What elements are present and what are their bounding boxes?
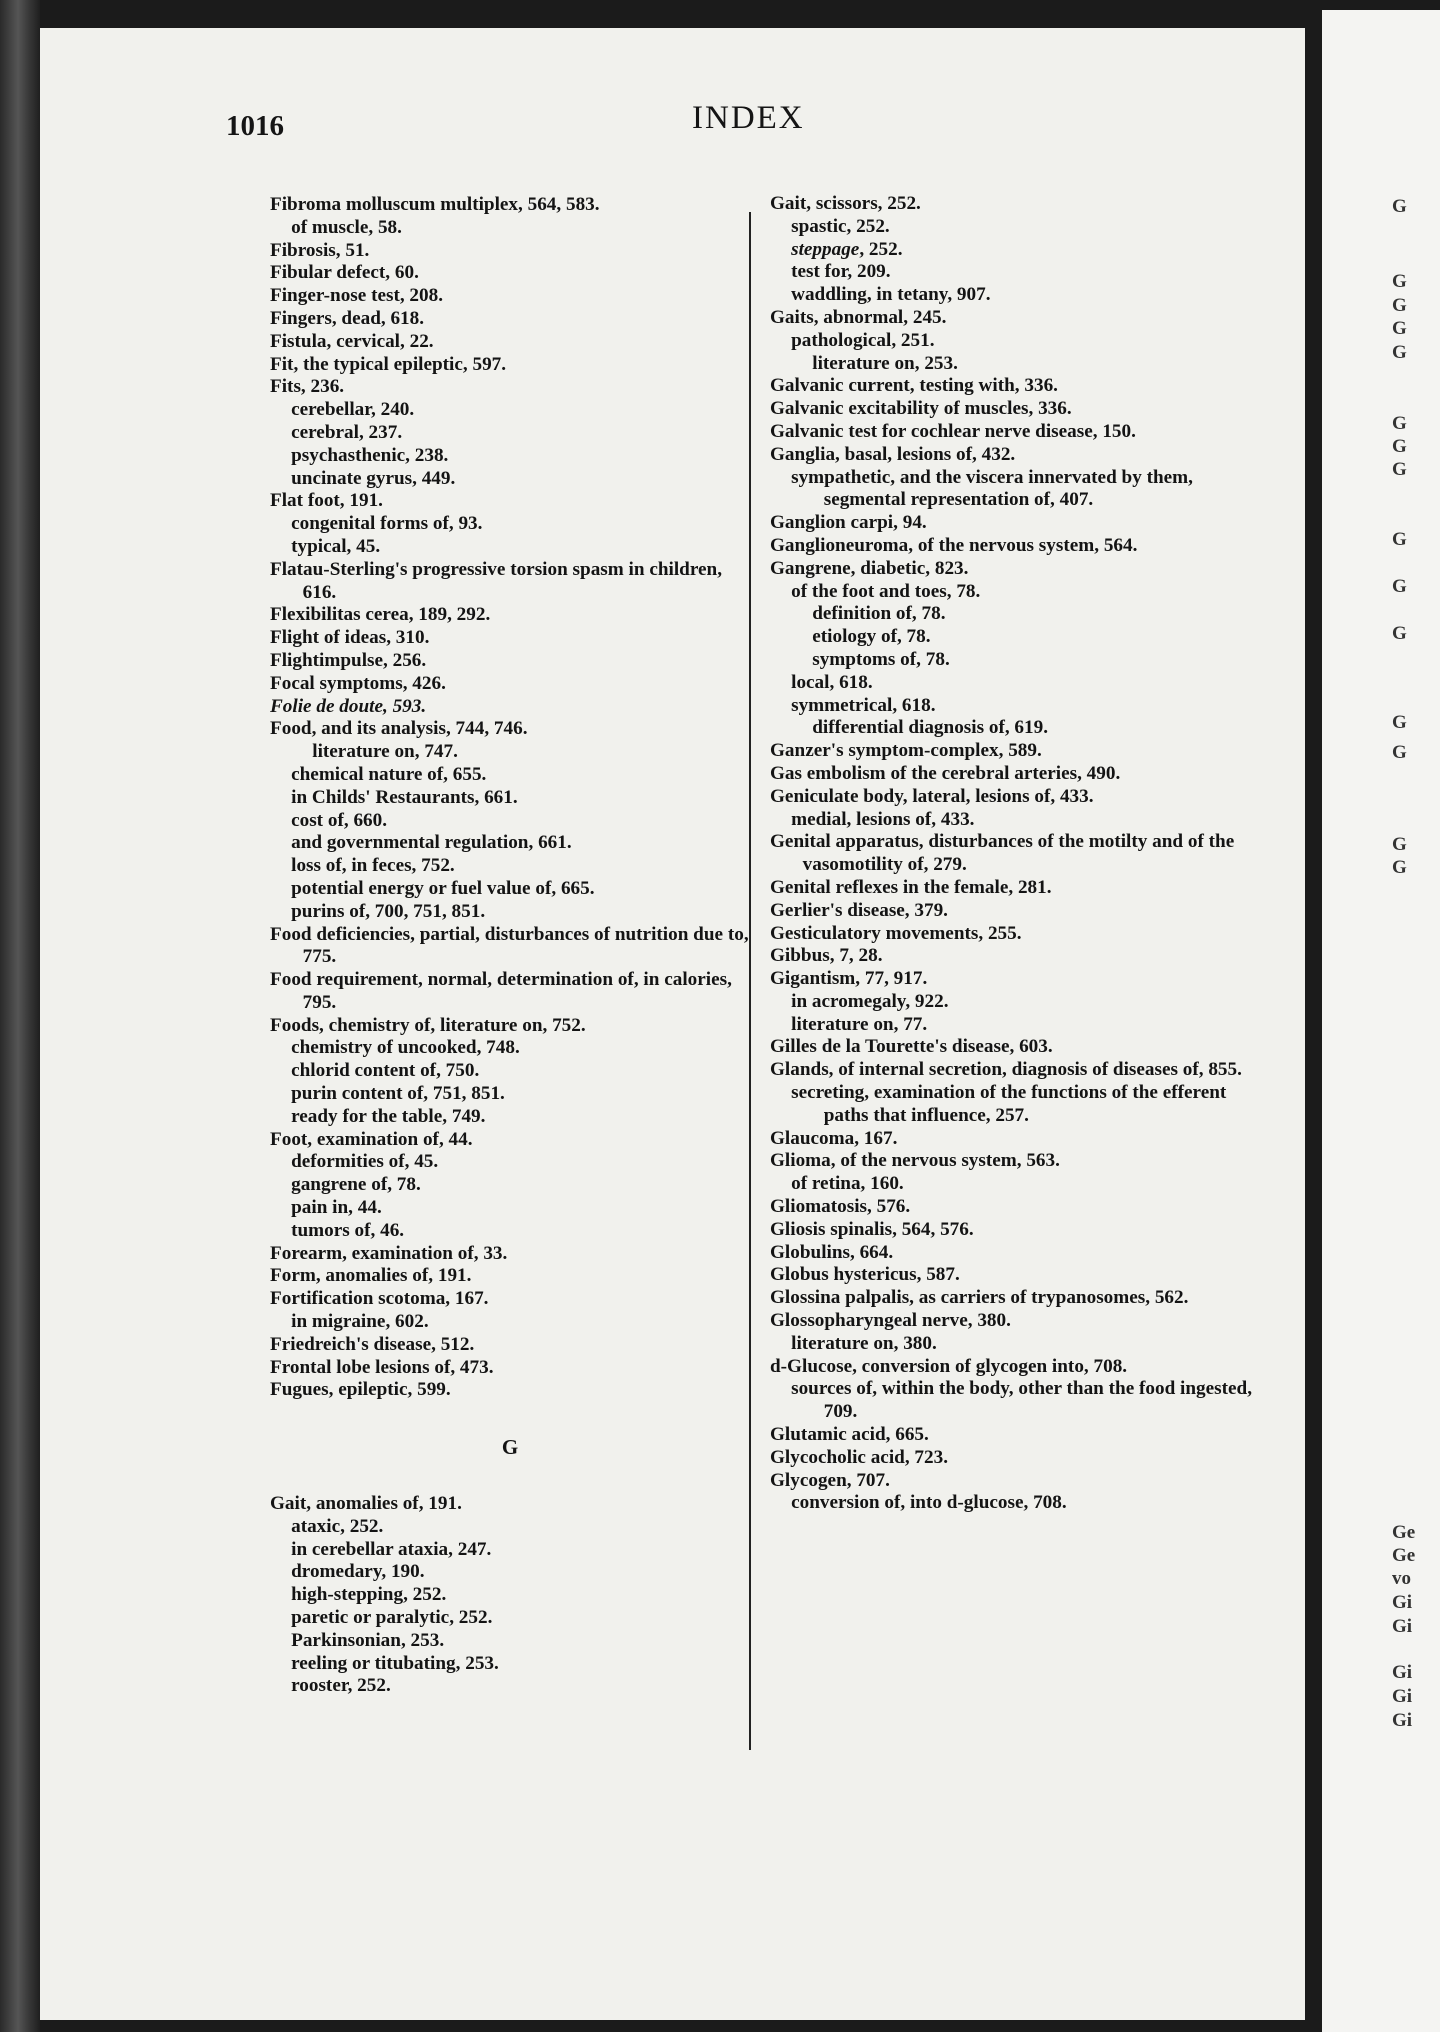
index-entry: in cerebellar ataxia, 247. xyxy=(291,1538,492,1560)
adjacent-page-letter: G xyxy=(1392,576,1407,597)
index-entry: Ganglion carpi, 94. xyxy=(770,512,927,534)
adjacent-page-letter: G xyxy=(1392,318,1407,339)
index-entry: Ganglioneuroma, of the nervous system, 564. xyxy=(770,534,1138,556)
index-entry: Fistula, cervical, 22. xyxy=(270,330,434,352)
index-entry: Foot, examination of, 44. xyxy=(270,1128,473,1150)
index-entry: Gesticulatory movements, 255. xyxy=(770,922,1022,944)
index-entry: cerebral, 237. xyxy=(291,421,403,443)
index-entry: etiology of, 78. xyxy=(812,626,931,648)
index-entry: psychasthenic, 238. xyxy=(291,444,449,466)
index-entry: Parkinsonian, 253. xyxy=(291,1629,445,1651)
index-entry: Fit, the typical epileptic, 597. xyxy=(270,353,507,375)
index-entry: pathological, 251. xyxy=(791,329,935,351)
index-entry: spastic, 252. xyxy=(791,215,890,237)
index-entry: cerebellar, 240. xyxy=(291,399,415,421)
index-entry: of retina, 160. xyxy=(791,1173,904,1195)
index-entry: tumors of, 46. xyxy=(291,1219,405,1241)
index-entry: Glycocholic acid, 723. xyxy=(770,1446,948,1468)
index-entry: literature on, 77. xyxy=(791,1013,928,1035)
index-entry: symptoms of, 78. xyxy=(812,648,950,670)
index-entry: congenital forms of, 93. xyxy=(291,513,483,535)
index-entry: Glycogen, 707. xyxy=(770,1469,890,1491)
index-column-right xyxy=(770,193,1270,1515)
index-entry: high-stepping, 252. xyxy=(291,1584,447,1606)
adjacent-page-letter: Gi xyxy=(1392,1616,1413,1637)
column-rule xyxy=(749,212,751,1750)
index-entry: Gliosis spinalis, 564, 576. xyxy=(770,1218,974,1240)
index-entry: ataxic, 252. xyxy=(291,1515,384,1537)
index-column-left xyxy=(270,194,750,1698)
section-letter-heading: G xyxy=(501,1435,519,1460)
index-entry: Flatau-Sterling's progressive torsion spasm in children, 616. xyxy=(270,558,723,603)
index-entry: Fits, 236. xyxy=(270,376,345,398)
page-number: 1016 xyxy=(226,110,284,142)
index-entry: Fortification scotoma, 167. xyxy=(270,1288,489,1310)
index-entry: paretic or paralytic, 252. xyxy=(291,1607,493,1629)
index-entry: Ganglia, basal, lesions of, 432. xyxy=(770,443,1016,465)
index-entry: purins of, 700, 751, 851. xyxy=(291,900,486,922)
index-entry: Folie de doute, 593. xyxy=(270,695,427,717)
index-entry: Finger-nose test, 208. xyxy=(270,285,444,307)
index-entry: Galvanic current, testing with, 336. xyxy=(770,375,1058,397)
adjacent-page-letter: G xyxy=(1392,712,1407,733)
adjacent-page-letter: G xyxy=(1392,196,1407,217)
adjacent-page-letter: Ge xyxy=(1392,1545,1416,1566)
index-entry: waddling, in tetany, 907. xyxy=(791,284,991,306)
index-entry: Fibroma molluscum multiplex, 564, 583. xyxy=(270,194,600,215)
adjacent-page-letter: G xyxy=(1392,271,1407,292)
index-entry: in acromegaly, 922. xyxy=(791,990,949,1012)
index-entry: Galvanic excitability of muscles, 336. xyxy=(770,398,1072,420)
adjacent-page-letter: G xyxy=(1392,834,1407,855)
index-entry: purin content of, 751, 851. xyxy=(291,1083,505,1105)
index-entry: Frontal lobe lesions of, 473. xyxy=(270,1356,494,1378)
index-entry: Gerlier's disease, 379. xyxy=(770,899,948,921)
index-entry: Gas embolism of the cerebral arteries, 490. xyxy=(770,762,1121,784)
adjacent-page-letter: G xyxy=(1392,459,1407,480)
index-entry: Glutamic acid, 665. xyxy=(770,1424,929,1446)
adjacent-page-letter: Gi xyxy=(1392,1686,1413,1707)
adjacent-page-letter: G xyxy=(1392,413,1407,434)
index-entry: reeling or titubating, 253. xyxy=(291,1652,499,1674)
index-entry: of muscle, 58. xyxy=(291,216,402,238)
adjacent-page-letter: G xyxy=(1392,529,1407,550)
index-entry: Fingers, dead, 618. xyxy=(270,307,425,329)
adjacent-page-letter: Ge xyxy=(1392,1522,1416,1543)
index-entry: ready for the table, 749. xyxy=(291,1105,486,1127)
index-entry: uncinate gyrus, 449. xyxy=(291,467,456,489)
index-entry: of the foot and toes, 78. xyxy=(791,580,981,602)
index-entry: medial, lesions of, 433. xyxy=(791,808,975,830)
index-entry: in Childs' Restaurants, 661. xyxy=(291,786,518,808)
index-entry: Galvanic test for cochlear nerve disease, 150. xyxy=(770,420,1136,442)
index-entry: Fugues, epileptic, 599. xyxy=(270,1379,451,1401)
adjacent-page-letter: vo xyxy=(1392,1568,1411,1589)
index-entry: Ganzer's symptom-complex, 589. xyxy=(770,740,1042,762)
index-entry: Gigantism, 77, 917. xyxy=(770,968,928,990)
adjacent-page-letter: G xyxy=(1392,623,1407,644)
adjacent-page-letter: Gi xyxy=(1392,1592,1413,1613)
running-head: INDEX xyxy=(692,100,805,136)
book-spine-shadow xyxy=(0,0,40,2032)
adjacent-page-letter: G xyxy=(1392,295,1407,316)
index-entry: rooster, 252. xyxy=(291,1675,391,1697)
adjacent-page-letter: Gi xyxy=(1392,1710,1413,1731)
adjacent-page-letter: G xyxy=(1392,342,1407,363)
index-entry: Forearm, examination of, 33. xyxy=(270,1242,508,1264)
index-entry: Gaits, abnormal, 245. xyxy=(770,306,947,328)
index-entry: Globus hystericus, 587. xyxy=(770,1264,960,1286)
index-entry: Form, anomalies of, 191. xyxy=(270,1265,472,1287)
index-entry: loss of, in feces, 752. xyxy=(291,855,455,877)
index-entry: Flat foot, 191. xyxy=(270,490,383,512)
index-entry: sources of, within the body, other than the food ingested, 709. xyxy=(791,1378,1253,1423)
index-entry: differential diagnosis of, 619. xyxy=(812,717,1049,739)
index-entry: Genital reflexes in the female, 281. xyxy=(770,876,1052,898)
index-entry: and governmental regulation, 661. xyxy=(291,832,572,854)
index-entry: Globulins, 664. xyxy=(770,1241,894,1263)
index-entry: chlorid content of, 750. xyxy=(291,1060,480,1082)
index-entry: conversion of, into d-glucose, 708. xyxy=(791,1492,1067,1514)
index-entry: Food requirement, normal, determination of, in calories, 795. xyxy=(270,969,732,1013)
index-entry: Glioma, of the nervous system, 563. xyxy=(770,1150,1060,1172)
index-entry: in migraine, 602. xyxy=(291,1311,429,1333)
index-entry: Gangrene, diabetic, 823. xyxy=(770,557,969,579)
index-entry: Foods, chemistry of, literature on, 752. xyxy=(270,1014,586,1036)
index-entry: chemical nature of, 655. xyxy=(291,763,487,785)
index-entry: chemistry of uncooked, 748. xyxy=(291,1037,520,1059)
index-entry: Genital apparatus, disturbances of the motilty and of the vasomotility of, 279. xyxy=(770,831,1235,876)
index-entry: dromedary, 190. xyxy=(291,1561,425,1583)
index-entry: Gilles de la Tourette's disease, 603. xyxy=(770,1036,1053,1058)
index-entry: Focal symptoms, 426. xyxy=(270,672,446,694)
index-entry: gangrene of, 78. xyxy=(291,1174,421,1196)
index-entry: Food, and its analysis, 744, 746. xyxy=(270,718,528,740)
index-entry: Geniculate body, lateral, lesions of, 433. xyxy=(770,785,1094,807)
adjacent-page-letter: G xyxy=(1392,742,1407,763)
index-entry: test for, 209. xyxy=(791,261,891,283)
adjacent-page-letter: G xyxy=(1392,857,1407,878)
index-entry: literature on, 380. xyxy=(791,1332,937,1354)
index-entry: local, 618. xyxy=(791,671,873,693)
index-entry: potential energy or fuel value of, 665. xyxy=(291,877,595,899)
index-entry: Glossina palpalis, as carriers of trypanosomes, 562. xyxy=(770,1287,1189,1309)
adjacent-page-letter: G xyxy=(1392,436,1407,457)
index-entry: pain in, 44. xyxy=(291,1197,382,1219)
index-entry: Fibular defect, 60. xyxy=(270,262,419,284)
index-entry: sympathetic, and the viscera innervated by them, segmental representation of, 407. xyxy=(791,466,1193,511)
index-entry: d-Glucose, conversion of glycogen into, 708. xyxy=(770,1355,1128,1377)
index-entry: typical, 45. xyxy=(291,535,381,557)
index-entry: Flexibilitas cerea, 189, 292. xyxy=(270,604,491,626)
index-entry: Flightimpulse, 256. xyxy=(270,649,427,671)
index-entry: Glossopharyngeal nerve, 380. xyxy=(770,1310,1011,1332)
index-entry: Fibrosis, 51. xyxy=(270,239,370,261)
adjacent-page-edge xyxy=(1322,10,1440,2032)
index-entry: Gait, scissors, 252. xyxy=(770,193,921,214)
index-entry: Friedreich's disease, 512. xyxy=(270,1333,475,1355)
index-entry: Gibbus, 7, 28. xyxy=(770,945,883,967)
index-entry: Food deficiencies, partial, disturbances of nutrition due to, 775. xyxy=(270,923,749,968)
index-entry: secreting, examination of the functions of the efferent paths that influence, 257. xyxy=(791,1082,1227,1126)
index-entry: Gait, anomalies of, 191. xyxy=(270,1493,462,1515)
index-entry: Flight of ideas, 310. xyxy=(270,627,430,649)
index-entry: deformities of, 45. xyxy=(291,1151,439,1173)
index-entry: Glaucoma, 167. xyxy=(770,1127,898,1149)
index-entry: literature on, 253. xyxy=(812,352,958,374)
index-entry: symmetrical, 618. xyxy=(791,694,936,716)
index-entry: literature on, 747. xyxy=(312,741,458,763)
index-entry: steppage, 252. xyxy=(791,238,903,260)
index-entry: Gliomatosis, 576. xyxy=(770,1196,911,1218)
index-entry: cost of, 660. xyxy=(291,809,388,831)
index-entry: definition of, 78. xyxy=(812,603,946,625)
adjacent-page-letter: Gi xyxy=(1392,1662,1413,1683)
index-entry: Glands, of internal secretion, diagnosis of diseases of, 855. xyxy=(770,1059,1242,1081)
